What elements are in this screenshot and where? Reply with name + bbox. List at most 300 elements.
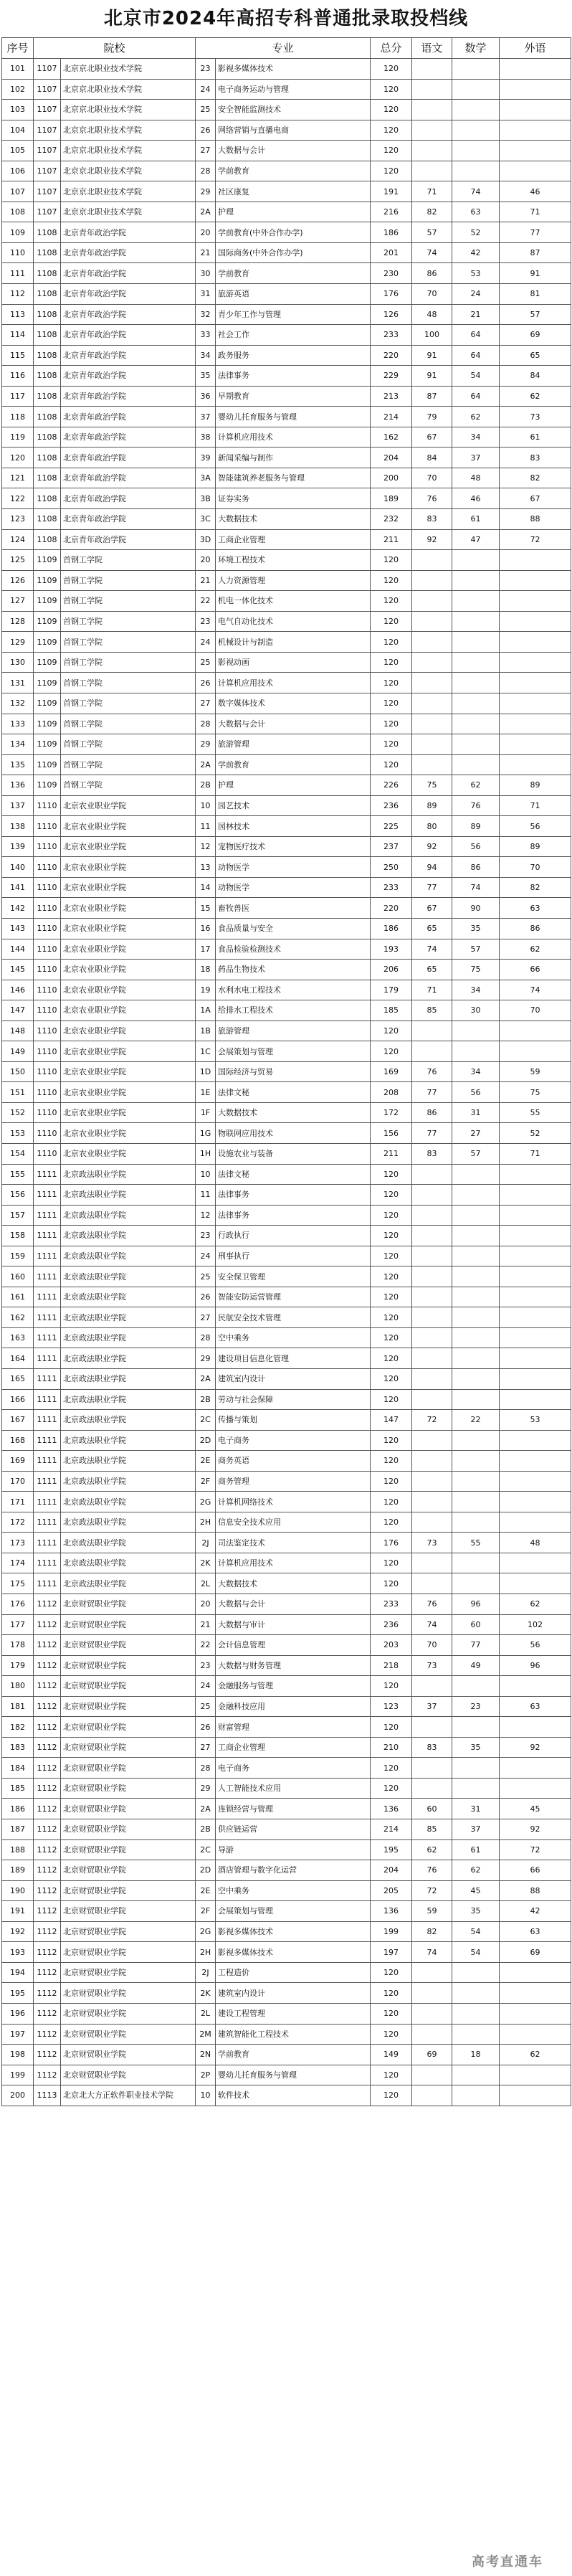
cell-math: 23	[452, 1696, 500, 1717]
cell-total: 193	[371, 939, 412, 960]
cell-major-name: 物联网应用技术	[216, 1123, 371, 1144]
cell-math	[452, 1287, 500, 1307]
cell-chinese	[412, 550, 452, 571]
cell-english: 63	[500, 898, 571, 919]
table-row	[2, 1000, 571, 1021]
cell-chinese: 75	[412, 775, 452, 796]
cell-seq: 157	[2, 1205, 34, 1226]
cell-english: 87	[500, 242, 571, 263]
cell-major-code: 24	[196, 1246, 216, 1266]
cell-major-code: 21	[196, 242, 216, 263]
cell-college-code: 1112	[34, 2065, 61, 2085]
cell-math: 96	[452, 1594, 500, 1615]
cell-chinese: 71	[412, 980, 452, 1000]
cell-college-name: 北京财贸职业学院	[61, 1717, 196, 1738]
cell-major-code: 1B	[196, 1021, 216, 1041]
cell-major-name: 国际商务(中外合作办学)	[216, 242, 371, 263]
cell-seq: 149	[2, 1041, 34, 1062]
cell-major-name: 环境工程技术	[216, 550, 371, 571]
cell-major-code: 23	[196, 59, 216, 80]
cell-college-name: 北京青年政治学院	[61, 304, 196, 325]
cell-total: 120	[371, 611, 412, 632]
cell-english	[500, 120, 571, 141]
cell-chinese	[412, 754, 452, 775]
cell-major-code: 28	[196, 714, 216, 734]
cell-major-name: 动物医学	[216, 857, 371, 878]
table-row	[2, 1696, 571, 1717]
cell-math	[452, 79, 500, 100]
cell-major-name: 早期教育	[216, 386, 371, 407]
cell-math: 64	[452, 345, 500, 366]
cell-english: 84	[500, 366, 571, 387]
cell-english: 86	[500, 918, 571, 939]
cell-seq: 121	[2, 468, 34, 488]
cell-college-name: 北京政法职业学院	[61, 1307, 196, 1328]
cell-college-name: 北京政法职业学院	[61, 1287, 196, 1307]
cell-seq: 154	[2, 1143, 34, 1164]
table-row	[2, 1512, 571, 1533]
cell-english	[500, 1430, 571, 1451]
cell-major-name: 婴幼儿托育服务与管理	[216, 2065, 371, 2085]
cell-major-code: 11	[196, 1185, 216, 1206]
cell-college-code: 1111	[34, 1573, 61, 1594]
cell-major-code: 2P	[196, 2065, 216, 2085]
cell-total: 120	[371, 1327, 412, 1348]
cell-english: 55	[500, 1102, 571, 1123]
cell-english: 70	[500, 857, 571, 878]
cell-english: 61	[500, 427, 571, 448]
cell-major-name: 行政执行	[216, 1226, 371, 1246]
table-row	[2, 673, 571, 693]
cell-major-name: 畜牧兽医	[216, 898, 371, 919]
cell-college-name: 北京农业职业学院	[61, 898, 196, 919]
cell-major-name: 计算机网络技术	[216, 1492, 371, 1512]
cell-math	[452, 1983, 500, 2004]
table-row	[2, 284, 571, 305]
table-row	[2, 2003, 571, 2024]
cell-total: 201	[371, 242, 412, 263]
cell-major-code: 30	[196, 263, 216, 284]
cell-chinese	[412, 1573, 452, 1594]
cell-college-name: 北京政法职业学院	[61, 1553, 196, 1573]
cell-chinese	[412, 79, 452, 100]
cell-english: 42	[500, 1901, 571, 1922]
table-row	[2, 366, 571, 387]
cell-chinese	[412, 1287, 452, 1307]
table-row	[2, 529, 571, 550]
cell-total: 120	[371, 632, 412, 653]
cell-seq: 186	[2, 1799, 34, 1819]
cell-english: 56	[500, 1635, 571, 1656]
cell-total: 120	[371, 1369, 412, 1390]
cell-major-name: 智能安防运营管理	[216, 1287, 371, 1307]
cell-english	[500, 1553, 571, 1573]
cell-chinese: 86	[412, 1102, 452, 1123]
cell-english	[500, 1512, 571, 1533]
cell-math: 90	[452, 898, 500, 919]
cell-major-name: 食品检验检测技术	[216, 939, 371, 960]
cell-seq: 118	[2, 407, 34, 427]
table-row	[2, 632, 571, 653]
cell-major-code: 1G	[196, 1123, 216, 1144]
cell-english	[500, 1348, 571, 1369]
cell-college-name: 北京农业职业学院	[61, 1102, 196, 1123]
cell-total: 120	[371, 120, 412, 141]
cell-major-code: 2F	[196, 1471, 216, 1492]
table-row	[2, 1164, 571, 1185]
cell-college-name: 北京农业职业学院	[61, 1143, 196, 1164]
cell-seq: 144	[2, 939, 34, 960]
cell-seq: 171	[2, 1492, 34, 1512]
cell-college-name: 北京政法职业学院	[61, 1369, 196, 1390]
cell-major-code: 18	[196, 960, 216, 980]
cell-total: 120	[371, 2024, 412, 2045]
cell-math: 31	[452, 1799, 500, 1819]
cell-major-name: 金融科技应用	[216, 1696, 371, 1717]
cell-seq: 200	[2, 2085, 34, 2106]
cell-college-code: 1110	[34, 960, 61, 980]
cell-seq: 161	[2, 1287, 34, 1307]
cell-total: 208	[371, 1082, 412, 1103]
cell-major-name: 婴幼儿托育服务与管理	[216, 407, 371, 427]
cell-seq: 168	[2, 1430, 34, 1451]
cell-major-name: 大数据技术	[216, 1102, 371, 1123]
cell-total: 120	[371, 591, 412, 612]
cell-seq: 117	[2, 386, 34, 407]
cell-major-code: 19	[196, 980, 216, 1000]
cell-college-name: 北京农业职业学院	[61, 816, 196, 837]
cell-major-code: 23	[196, 611, 216, 632]
cell-seq: 185	[2, 1778, 34, 1799]
cell-english: 92	[500, 1819, 571, 1840]
cell-seq: 178	[2, 1635, 34, 1656]
table-row	[2, 1819, 571, 1840]
cell-college-code: 1111	[34, 1287, 61, 1307]
table-row	[2, 181, 571, 202]
cell-college-code: 1111	[34, 1266, 61, 1287]
cell-chinese	[412, 611, 452, 632]
cell-chinese	[412, 2085, 452, 2106]
cell-english: 46	[500, 181, 571, 202]
cell-major-name: 劳动与社会保障	[216, 1389, 371, 1410]
cell-major-code: 23	[196, 1655, 216, 1676]
cell-college-name: 北京政法职业学院	[61, 1430, 196, 1451]
cell-total: 236	[371, 795, 412, 816]
cell-math	[452, 1021, 500, 1041]
cell-college-code: 1107	[34, 141, 61, 161]
cell-math: 63	[452, 202, 500, 222]
cell-major-name: 大数据与财务管理	[216, 1655, 371, 1676]
cell-college-name: 北京青年政治学院	[61, 386, 196, 407]
table-header-row	[2, 38, 571, 59]
cell-chinese	[412, 1471, 452, 1492]
table-row	[2, 488, 571, 509]
cell-major-name: 网络营销与直播电商	[216, 120, 371, 141]
cell-chinese: 79	[412, 407, 452, 427]
cell-total: 120	[371, 1164, 412, 1185]
cell-total: 120	[371, 1348, 412, 1369]
table-row	[2, 1901, 571, 1922]
cell-chinese: 91	[412, 366, 452, 387]
cell-total: 120	[371, 1778, 412, 1799]
cell-major-name: 旅游管理	[216, 734, 371, 755]
cell-college-name: 北京农业职业学院	[61, 1061, 196, 1082]
table-row	[2, 775, 571, 796]
cell-math: 30	[452, 1000, 500, 1021]
cell-college-name: 北京财贸职业学院	[61, 2003, 196, 2024]
cell-major-name: 商务英语	[216, 1451, 371, 1472]
cell-seq: 102	[2, 79, 34, 100]
cell-major-code: 27	[196, 1737, 216, 1758]
cell-chinese: 94	[412, 857, 452, 878]
cell-seq: 173	[2, 1533, 34, 1553]
cell-total: 120	[371, 1246, 412, 1266]
cell-chinese: 76	[412, 488, 452, 509]
cell-college-name: 北京政法职业学院	[61, 1348, 196, 1369]
cell-seq: 179	[2, 1655, 34, 1676]
cell-college-name: 北京农业职业学院	[61, 877, 196, 898]
cell-major-name: 安全智能监测技术	[216, 100, 371, 120]
cell-chinese	[412, 161, 452, 181]
cell-chinese: 65	[412, 918, 452, 939]
table-row	[2, 1594, 571, 1615]
cell-chinese	[412, 693, 452, 714]
cell-seq: 124	[2, 529, 34, 550]
cell-seq: 181	[2, 1696, 34, 1717]
cell-total: 203	[371, 1635, 412, 1656]
cell-college-code: 1109	[34, 673, 61, 693]
cell-major-name: 国际经济与贸易	[216, 1061, 371, 1082]
cell-chinese: 72	[412, 1880, 452, 1901]
cell-major-name: 法律文秘	[216, 1164, 371, 1185]
cell-college-name: 北京青年政治学院	[61, 488, 196, 509]
table-row	[2, 1041, 571, 1062]
header-english: 外语	[500, 38, 571, 59]
cell-college-name: 北京青年政治学院	[61, 325, 196, 346]
cell-total: 206	[371, 960, 412, 980]
cell-chinese	[412, 714, 452, 734]
cell-math: 77	[452, 1635, 500, 1656]
cell-chinese	[412, 100, 452, 120]
table-row	[2, 1860, 571, 1881]
cell-college-name: 北京财贸职业学院	[61, 1839, 196, 1860]
cell-college-code: 1111	[34, 1205, 61, 1226]
cell-math	[452, 1492, 500, 1512]
cell-major-name: 刑事执行	[216, 1246, 371, 1266]
cell-major-name: 民航安全技术管理	[216, 1307, 371, 1328]
cell-major-name: 学前教育	[216, 754, 371, 775]
cell-major-name: 工商企业管理	[216, 529, 371, 550]
cell-english: 56	[500, 816, 571, 837]
cell-chinese	[412, 673, 452, 693]
cell-college-name: 北京青年政治学院	[61, 222, 196, 243]
table-row	[2, 980, 571, 1000]
cell-college-code: 1110	[34, 1102, 61, 1123]
cell-college-code: 1109	[34, 550, 61, 571]
cell-major-code: 2F	[196, 1901, 216, 1922]
cell-english: 62	[500, 939, 571, 960]
cell-english: 88	[500, 509, 571, 530]
table-row	[2, 1021, 571, 1041]
cell-english	[500, 59, 571, 80]
cell-college-code: 1110	[34, 1123, 61, 1144]
cell-major-name: 建筑智能化工程技术	[216, 2024, 371, 2045]
cell-total: 120	[371, 1430, 412, 1451]
cell-total: 120	[371, 1205, 412, 1226]
cell-chinese: 62	[412, 1839, 452, 1860]
cell-math: 57	[452, 939, 500, 960]
cell-college-code: 1107	[34, 181, 61, 202]
cell-math	[452, 161, 500, 181]
cell-major-name: 大数据与审计	[216, 1614, 371, 1635]
cell-total: 120	[371, 1185, 412, 1206]
cell-college-code: 1112	[34, 2024, 61, 2045]
cell-math: 75	[452, 960, 500, 980]
cell-total: 120	[371, 714, 412, 734]
cell-college-name: 北京政法职业学院	[61, 1164, 196, 1185]
cell-chinese: 77	[412, 1123, 452, 1144]
cell-major-name: 影视动画	[216, 652, 371, 673]
cell-chinese	[412, 1348, 452, 1369]
cell-college-name: 北京青年政治学院	[61, 448, 196, 468]
table-row	[2, 1921, 571, 1942]
cell-college-code: 1111	[34, 1512, 61, 1533]
cell-college-code: 1110	[34, 816, 61, 837]
cell-college-name: 北京京北职业技术学院	[61, 59, 196, 80]
cell-major-code: 10	[196, 2085, 216, 2106]
cell-major-name: 供应链运营	[216, 1819, 371, 1840]
cell-college-code: 1107	[34, 202, 61, 222]
cell-total: 197	[371, 1942, 412, 1963]
cell-college-name: 北京农业职业学院	[61, 857, 196, 878]
cell-chinese	[412, 1307, 452, 1328]
table-row	[2, 1348, 571, 1369]
cell-major-code: 1A	[196, 1000, 216, 1021]
cell-college-code: 1109	[34, 754, 61, 775]
cell-major-code: 2L	[196, 1573, 216, 1594]
cell-major-code: 22	[196, 1635, 216, 1656]
cell-chinese: 71	[412, 181, 452, 202]
cell-math: 31	[452, 1102, 500, 1123]
cell-total: 120	[371, 1512, 412, 1533]
cell-english: 69	[500, 1942, 571, 1963]
cell-major-code: 2A	[196, 754, 216, 775]
cell-total: 120	[371, 1287, 412, 1307]
cell-math: 47	[452, 529, 500, 550]
cell-total: 120	[371, 2003, 412, 2024]
table-row	[2, 877, 571, 898]
cell-chinese	[412, 1205, 452, 1226]
cell-major-code: 2L	[196, 2003, 216, 2024]
table-row	[2, 1676, 571, 1697]
header-major: 专业	[196, 38, 371, 59]
cell-english: 59	[500, 1061, 571, 1082]
header-math: 数学	[452, 38, 500, 59]
cell-major-name: 旅游英语	[216, 284, 371, 305]
cell-college-name: 北京京北职业技术学院	[61, 141, 196, 161]
cell-college-code: 1112	[34, 1696, 61, 1717]
cell-chinese: 87	[412, 386, 452, 407]
cell-college-code: 1112	[34, 2003, 61, 2024]
cell-college-name: 北京财贸职业学院	[61, 1778, 196, 1799]
cell-english: 102	[500, 1614, 571, 1635]
cell-chinese	[412, 1451, 452, 1472]
cell-total: 191	[371, 181, 412, 202]
cell-total: 214	[371, 1819, 412, 1840]
cell-seq: 136	[2, 775, 34, 796]
table-row	[2, 59, 571, 80]
cell-seq: 156	[2, 1185, 34, 1206]
cell-chinese: 77	[412, 1082, 452, 1103]
cell-total: 176	[371, 284, 412, 305]
cell-major-code: 1F	[196, 1102, 216, 1123]
cell-total: 120	[371, 1226, 412, 1246]
cell-math	[452, 1573, 500, 1594]
table-row	[2, 2024, 571, 2045]
cell-seq: 116	[2, 366, 34, 387]
cell-chinese: 86	[412, 263, 452, 284]
cell-english	[500, 1369, 571, 1390]
cell-major-code: 2A	[196, 202, 216, 222]
cell-college-code: 1108	[34, 427, 61, 448]
cell-english	[500, 1983, 571, 2004]
cell-chinese: 60	[412, 1799, 452, 1819]
cell-english	[500, 161, 571, 181]
cell-seq: 163	[2, 1327, 34, 1348]
cell-seq: 113	[2, 304, 34, 325]
cell-chinese: 100	[412, 325, 452, 346]
table-row	[2, 1369, 571, 1390]
cell-total: 120	[371, 1553, 412, 1573]
cell-math	[452, 591, 500, 612]
cell-english: 83	[500, 448, 571, 468]
cell-total: 216	[371, 202, 412, 222]
cell-total: 149	[371, 2045, 412, 2065]
cell-chinese	[412, 1962, 452, 1983]
cell-chinese	[412, 1778, 452, 1799]
cell-college-name: 北京农业职业学院	[61, 939, 196, 960]
cell-college-code: 1107	[34, 79, 61, 100]
cell-college-code: 1110	[34, 795, 61, 816]
cell-chinese	[412, 1389, 452, 1410]
cell-chinese	[412, 59, 452, 80]
cell-major-code: 24	[196, 79, 216, 100]
cell-major-name: 计算机应用技术	[216, 673, 371, 693]
cell-seq: 194	[2, 1962, 34, 1983]
table-row	[2, 386, 571, 407]
cell-total: 205	[371, 1880, 412, 1901]
cell-college-code: 1112	[34, 1839, 61, 1860]
cell-math	[452, 1246, 500, 1266]
cell-college-code: 1107	[34, 120, 61, 141]
cell-college-name: 首钢工学院	[61, 632, 196, 653]
cell-seq: 130	[2, 652, 34, 673]
cell-major-code: 29	[196, 1778, 216, 1799]
cell-major-code: 10	[196, 795, 216, 816]
cell-major-name: 青少年工作与管理	[216, 304, 371, 325]
cell-math	[452, 673, 500, 693]
cell-college-code: 1112	[34, 1962, 61, 1983]
cell-college-code: 1110	[34, 918, 61, 939]
cell-college-name: 北京政法职业学院	[61, 1205, 196, 1226]
table-row	[2, 734, 571, 755]
cell-math	[452, 2024, 500, 2045]
cell-math: 61	[452, 509, 500, 530]
cell-total: 120	[371, 1307, 412, 1328]
table-row	[2, 754, 571, 775]
table-row	[2, 550, 571, 571]
cell-total: 186	[371, 918, 412, 939]
